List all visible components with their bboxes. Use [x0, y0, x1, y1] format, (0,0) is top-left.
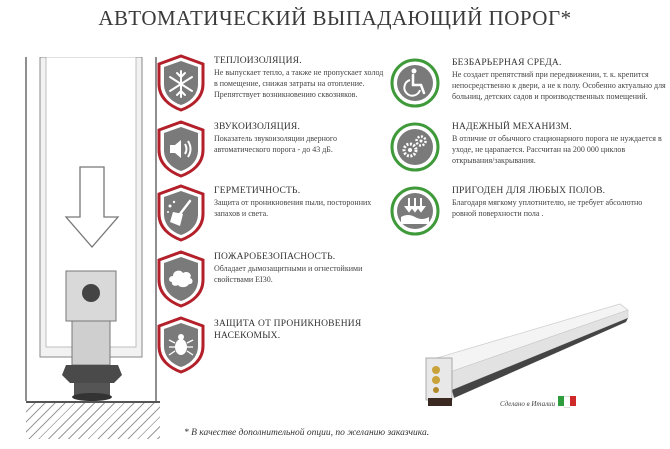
gears-icon: [390, 120, 440, 178]
door-threshold-illustration: [22, 57, 162, 437]
feature-description: В отличие от обычного стационарного порога не нуждается в уходе, не царапается. Рассчитан на 200 000 циклов открывания/закрывания.: [452, 134, 662, 165]
feature-title: ТЕПЛОИЗОЛЯЦИЯ.: [214, 56, 302, 66]
feature-description: Защита от проникновения пыли, посторонних запахов и света.: [214, 198, 372, 218]
feature-description: Обладает дымозащитными и огнестойкими свойствами EI30.: [214, 264, 363, 284]
page-title: АВТОМАТИЧЕСКИЙ ВЫПАДАЮЩИЙ ПОРОГ*: [98, 6, 572, 30]
feature-title: ПОЖАРОБЕЗОПАСНОСТЬ.: [214, 252, 336, 262]
feature-title: ГЕРМЕТИЧНОСТЬ.: [214, 186, 301, 196]
feature-title: БЕЗБАРЬЕРНАЯ СРЕДА.: [452, 58, 562, 68]
italy-flag-icon: [558, 396, 576, 406]
broom-icon: [156, 184, 206, 242]
feature-title: ЗАЩИТА ОТ ПРОНИКНОВЕНИЯ НАСЕКОМЫХ.: [214, 319, 362, 341]
feature-title: НАДЕЖНЫЙ МЕХАНИЗМ.: [452, 122, 572, 132]
floor-arrows-icon: [390, 184, 440, 242]
feature-title: ЗВУКОИЗОЛЯЦИЯ.: [214, 122, 301, 132]
wheelchair-icon: [390, 56, 440, 114]
smoke-icon: [156, 250, 206, 308]
snowflake-icon: [156, 54, 206, 112]
footnote: * В качестве дополнительной опции, по желанию заказчика.: [184, 428, 430, 438]
speaker-icon: [156, 120, 206, 178]
feature-description: Не выпускает тепло, а также не пропускает холод в помещение, снижая затраты на отопление. Препятствует возникновению сквозняков.: [214, 68, 384, 99]
feature-title: ПРИГОДЕН ДЛЯ ЛЮБЫХ ПОЛОВ.: [452, 186, 606, 196]
feature-description: Показатель звукоизоляции дверного автоматического порога - до 43 дБ.: [214, 134, 337, 154]
bug-icon: [156, 316, 206, 374]
feature-description: Не создает препятствий при передвижении, т. к. крепится непосредственно к двери, а не к полу. Особенно актуально для больниц, детских садов и производственных помещений.: [452, 70, 666, 101]
made-in-italy-label: Сделано в Италии: [500, 400, 556, 408]
floor-hatching: [26, 401, 160, 439]
feature-description: Благодаря мягкому уплотнителю, не требует абсолютно ровной поверхности пола .: [452, 198, 643, 218]
